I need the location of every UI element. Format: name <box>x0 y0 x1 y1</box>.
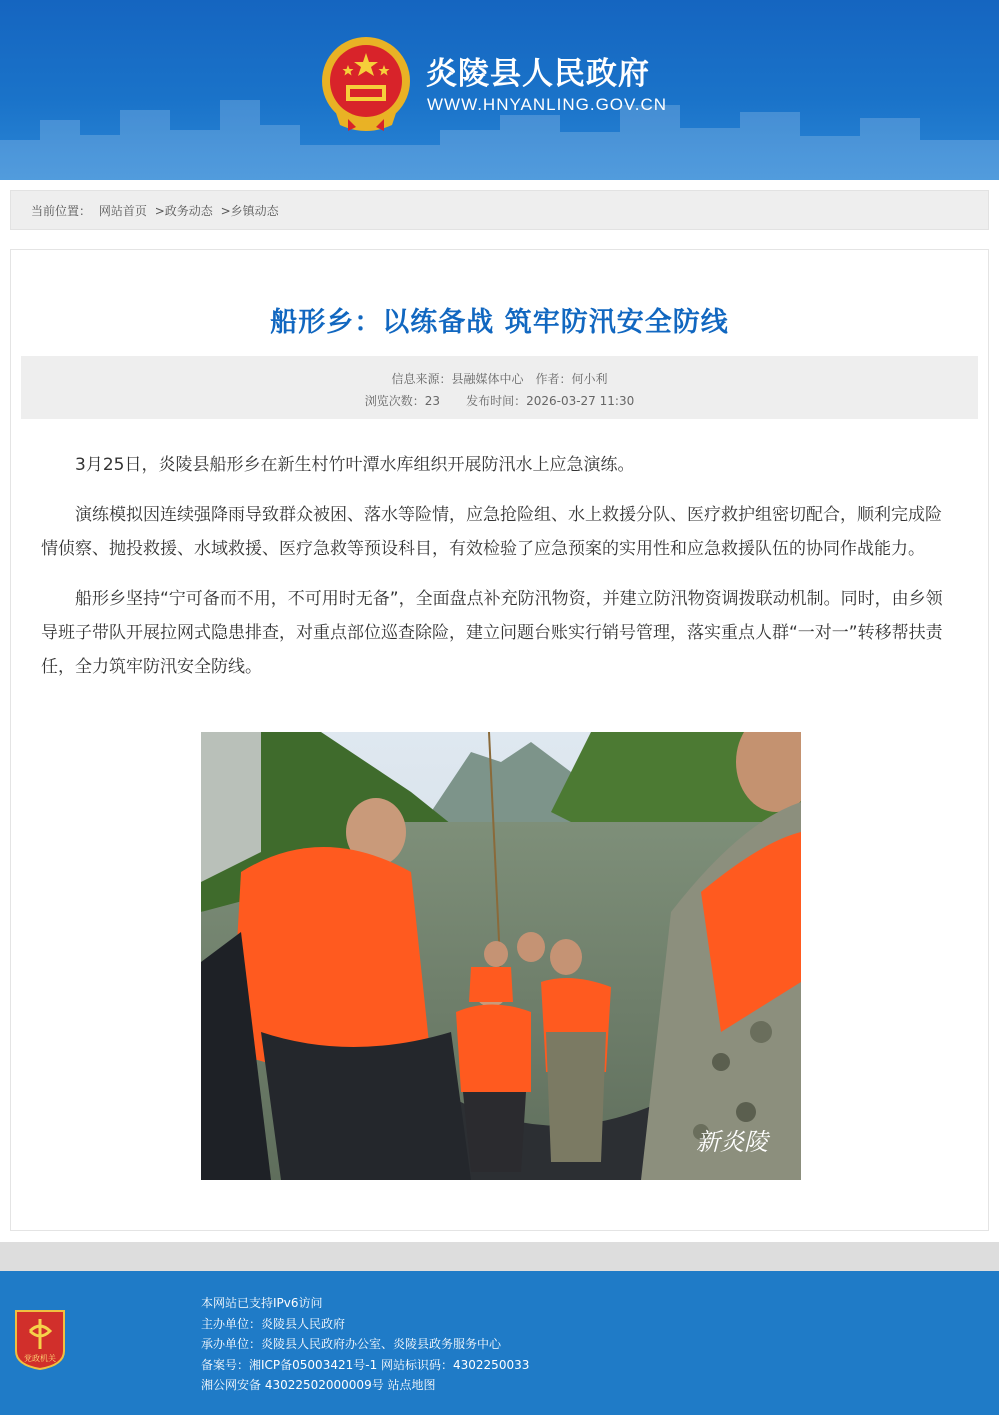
article-title: 船形乡：以练备战 筑牢防汛安全防线 <box>270 307 729 338</box>
breadcrumb-home-link[interactable]: 网站首页 <box>98 204 147 218</box>
footer-ipv6: 本网站已支持IPv6访问 <box>201 1296 323 1310</box>
article-panel <box>10 249 989 1231</box>
author-label: 作者： <box>535 372 572 386</box>
site-name: 炎陵县人民政府 <box>426 56 650 92</box>
breadcrumb <box>10 190 989 230</box>
national-emblem-icon <box>318 35 414 135</box>
article-body <box>41 448 953 700</box>
site-footer <box>0 1271 999 1415</box>
site-header <box>0 0 999 180</box>
date-value: 2026-03-27 11:30 <box>526 394 635 408</box>
site-url: WWW.HNYANLING.GOV.CN <box>427 95 668 114</box>
source-value: 县融媒体中心 <box>451 372 524 386</box>
footer-icp[interactable]: 备案号：湘ICP备05003421号-1 网站标识码：4302250033 <box>201 1357 530 1372</box>
paragraph: 船形乡坚持“宁可备而不用，不可用时无备”，全面盘点补充防汛物资，并建立防汛物资调拨联动机制。同时，由乡领导班子带队开展拉网式隐患排查，对重点部位巡查除险，建立问题台账实行销号管理，落实重点人群“一对一”转移帮扶责任，全力筑牢防汛安全防线。 <box>41 589 943 677</box>
breadcrumb-news-link[interactable]: >政务动态 <box>154 204 213 218</box>
footer-divider <box>0 1242 999 1271</box>
footer-info <box>201 1293 529 1396</box>
date-label: 发布时间： <box>466 394 527 408</box>
article-meta <box>21 356 978 419</box>
drill-photo <box>201 732 801 1180</box>
views-value: 23 <box>424 394 441 408</box>
paragraph: 演练模拟因连续强降雨导致群众被困、落水等险情，应急抢险组、水上救援分队、医疗救护组密切配合，顺利完成险情侦察、抛投救援、水域救援、医疗急救等预设科目，有效检验了应急预案的实用性和应急救援队伍的协同作战能力。 <box>41 505 942 559</box>
views-label: 浏览次数： <box>364 394 425 408</box>
footer-police-record[interactable]: 湘公网安备 43022502000009号 站点地图 <box>201 1378 436 1392</box>
paragraph: 3月25日，炎陵县船形乡在新生村竹叶潭水库组织开展防汛水上应急演练。 <box>75 455 635 475</box>
government-badge-icon[interactable] <box>14 1309 66 1371</box>
breadcrumb-township-link[interactable]: >乡镇动态 <box>220 204 279 218</box>
footer-sponsor: 主办单位：炎陵县人民政府 <box>201 1316 346 1331</box>
breadcrumb-label: 当前位置： <box>31 204 92 218</box>
source-label: 信息来源： <box>391 372 452 386</box>
photo-watermark: 新炎陵 <box>696 1128 768 1156</box>
footer-organizer: 承办单位：炎陵县人民政府办公室、炎陵县政务服务中心 <box>201 1337 502 1351</box>
badge-text: 党政机关 <box>24 1354 56 1363</box>
author-value: 何小利 <box>571 372 608 386</box>
